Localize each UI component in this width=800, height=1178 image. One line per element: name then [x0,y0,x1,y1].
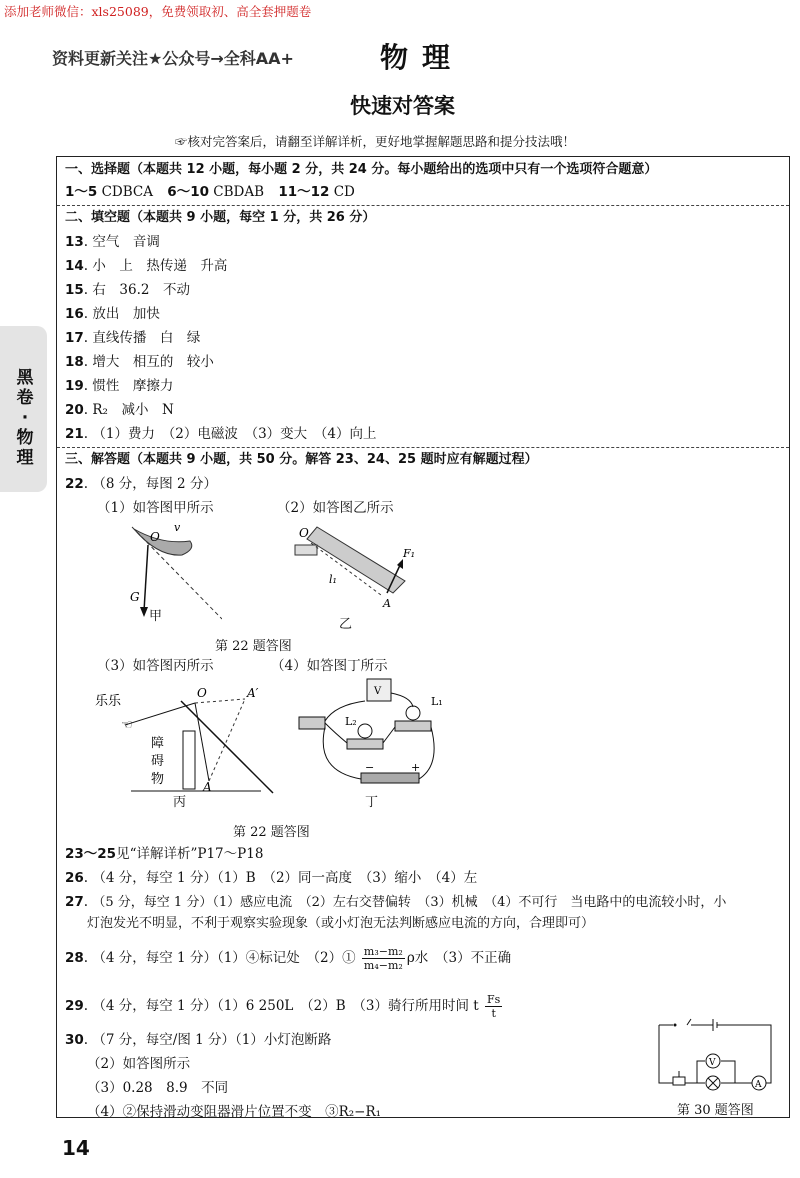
answer-value: CBDAB [213,184,265,200]
ray [125,703,195,725]
item-number: 14 [65,258,84,274]
fill-item: 16. 放出 加快 [65,306,160,322]
item-number: 16 [65,306,84,322]
switch-dot [674,1024,677,1027]
q22-p4: （4）如答图丁所示 [271,658,388,674]
label-g: G [130,590,140,604]
rheostat [673,1077,685,1085]
item-number: 18 [65,354,84,370]
q30-line2: （2）如答图所示 [87,1056,191,1072]
obstacle [183,731,195,789]
circuit-wires [659,1019,771,1083]
q30-line4: （4）②保持滑动变阻器滑片位置不变 ③R₂−R₁ [87,1104,382,1120]
divider [57,205,789,206]
q30: 30. （7 分，每空/图 1 分）（1）小灯泡断路 [65,1032,332,1048]
side-char: 卷 [16,388,34,408]
fraction [485,993,502,1020]
item-answer: 见“详解详析”P17～P18 [116,846,264,862]
promo-text: 资料更新关注★公众号→全科AA+ [52,49,294,68]
fill-item: 19. 惯性 摩擦力 [65,378,174,394]
image-line [209,699,245,781]
label-o: O [299,526,309,540]
fraction-denominator: t [491,1007,496,1020]
item-answer: 增大 相互的 较小 [92,354,214,370]
page-number: 14 [62,1136,90,1160]
section2-title: 二、填空题（本题共 9 小题，每空 1 分，共 26 分） [65,210,376,225]
top-note: 添加老师微信：xls25089，免费领取初、高全套押题卷 [4,4,312,19]
tip-text: ☞核对完答案后，请翻至详解详析，更好地掌握解题思路和提分技法哦！ [175,134,576,149]
item-answer: （3）不正确 [441,950,512,966]
bulb-l2 [358,724,372,738]
item-answer: 小 上 热传递 升高 [92,258,228,274]
rho-symbol: ρ水 [406,950,429,966]
answer-value: CD [333,184,355,200]
label-a: A [203,780,212,794]
q30-caption: 第 30 题答图 [677,1103,754,1118]
label-v: v [174,521,181,534]
base-block [295,545,317,555]
item-number: 26 [65,870,84,886]
side-char: 黑 [16,368,34,388]
label-l1: l₁ [329,573,337,586]
q22-caption-2: 第 22 题答图 [233,825,310,840]
voltmeter-label: V [374,686,382,697]
eye-icon: ☜ [121,718,133,733]
divider [57,447,789,448]
item-number: 22 [65,476,84,492]
answer-box [56,156,790,1118]
fill-item: 14. 小 上 热传递 升高 [65,258,228,274]
section1-answers [65,183,355,201]
answer-range: 11～12 [278,184,330,200]
item-number: 20 [65,402,84,418]
q30-line3: （3）0.28 8.9 不同 [87,1080,229,1096]
item-number: 29 [65,998,84,1014]
label-person: 乐乐 [95,694,122,709]
item-answer: （5 分，每空 1 分）（1）感应电流 （2）左右交替偏转 （3）机械 （4）不可行 当电路中的电流较小时，小 [92,895,727,910]
battery [361,773,419,783]
fraction-numerator: m₃−m₂ [363,945,403,958]
item-answer: （1）费力 （2）电磁波 （3）变大 （4）向上 [92,426,377,442]
answer-range: 1～5 [65,184,98,200]
side-char: 物 [16,428,34,448]
item-number: 23～25 [65,846,117,862]
label-o: O [197,686,207,700]
fraction-numerator: Fs [487,993,501,1006]
item-answer: （7 分，每空/图 1 分）（1）小灯泡断路 [92,1032,332,1048]
q27: 27. （5 分，每空 1 分）（1）感应电流 （2）左右交替偏转 （3）机械 （4）不可行 当电路中的电流较小时，小 [65,894,727,910]
fraction-denominator: m₄−m₂ [363,959,403,972]
bulb-base [347,739,383,749]
page-heading: 快速对答案 [350,94,455,118]
q22-p3: （3）如答图丙所示 [97,658,214,674]
item-answer: 右 36.2 不动 [92,282,190,298]
answer-value: CDBCA [101,184,153,200]
lever [307,527,405,593]
figure-yi [287,523,417,613]
section3-title: 三、解答题（本题共 9 小题，共 50 分。解答 23、24、25 题时应有解题过程） [65,452,538,467]
figure-yi-label: 乙 [339,617,353,632]
item-number: 28 [65,950,84,966]
q28: 28. （4 分，每空 1 分）（1）④标记处 （2）① $\frac{\text{m₃−m₂}}{\text{m₄−m₂}}$ ρ水 （3）不正确 [65,945,512,972]
figure-jia-label: 甲 [149,609,163,624]
item-number: 30 [65,1032,84,1048]
item-answer: （4 分，每空 1 分）（1）B （2）同一高度 （3）缩小 （4）左 [92,870,478,886]
label-minus: − [365,761,375,774]
figure-ding-label: 丁 [365,795,379,810]
label-obstacle: 碍 [151,754,165,769]
item-answer: （4 分，每空 1 分）（1）④标记处 （2）① [92,950,356,966]
side-tab-text [14,368,36,468]
switch [299,717,325,729]
fill-item: 15. 右 36.2 不动 [65,282,190,298]
figure-bing [91,681,281,801]
figure-ding [295,675,445,795]
arrowhead [140,607,148,617]
fraction [362,945,405,972]
figure-jia [112,519,222,629]
label-plus: + [411,761,421,774]
subject-title: 物理 [380,41,465,74]
q22-p2: （2）如答图乙所示 [277,500,394,516]
label-l1: L₁ [431,695,443,708]
item-answer: R₂ 减小 N [92,402,174,418]
label-l2: L₂ [345,715,357,728]
fill-item: 21. （1）费力 （2）电磁波 （3）变大 （4）向上 [65,426,377,442]
label-obstacle: 障 [151,736,165,751]
item-number: 13 [65,234,84,250]
item-answer: 空气 音调 [92,234,160,250]
label-f1: F₁ [403,547,416,560]
section1-title: 一、选择题（本题共 12 小题，每小题 2 分，共 24 分。每小题给出的选项中只有一个选项符合题意） [65,162,658,177]
item-answer: 直线传播 白 绿 [92,330,201,346]
figure-q30 [653,1015,777,1097]
item-answer: （8 分，每图 2 分） [92,476,217,492]
item-number: 19 [65,378,84,394]
label-o: O [150,530,160,544]
item-number: 27 [65,894,84,910]
q23-25 [65,845,263,863]
side-char: · [21,408,29,428]
answer-range: 6～10 [167,184,209,200]
q26: 26. （4 分，每空 1 分）（1）B （2）同一高度 （3）缩小 （4）左 [65,870,478,886]
voltmeter-label: V [709,1058,716,1068]
q22-caption: 第 22 题答图 [215,639,292,654]
bulb-base [395,721,431,731]
q29: 29. （4 分，每空 1 分）（1）6 250L （2）B （3）骑行所用时间 t $\frac{Fs}{t}$ [65,993,501,1020]
item-answer: （4 分，每空 1 分）（1）6 250L （2）B （3）骑行所用时间 t [92,998,479,1014]
item-number: 17 [65,330,84,346]
fill-item: 13. 空气 音调 [65,234,160,250]
object-shape [134,529,192,555]
figure-bing-label: 丙 [173,795,187,810]
arrowhead [397,559,403,569]
q22-header: 22. （8 分，每图 2 分） [65,476,217,492]
q22-p1: （1）如答图甲所示 [97,500,214,516]
item-number: 15 [65,282,84,298]
ray [195,703,209,781]
gravity-arrow [144,545,148,611]
bulb-l1 [406,706,420,720]
label-a-prime: A′ [247,686,259,700]
label-obstacle: 物 [151,772,165,787]
ammeter-label: A [755,1080,762,1090]
fill-item: 17. 直线传播 白 绿 [65,330,201,346]
q27-line2: 灯泡发光不明显，不利于观察实验现象（或小灯泡无法判断感应电流的方向，合理即可） [87,916,595,931]
item-number: 21 [65,426,84,442]
fill-item: 18. 增大 相互的 较小 [65,354,214,370]
fill-item: 20. R₂ 减小 N [65,402,174,418]
item-answer: 惯性 摩擦力 [92,378,174,394]
side-char: 理 [16,448,34,468]
item-answer: 放出 加快 [92,306,160,322]
label-a: A [383,597,391,610]
